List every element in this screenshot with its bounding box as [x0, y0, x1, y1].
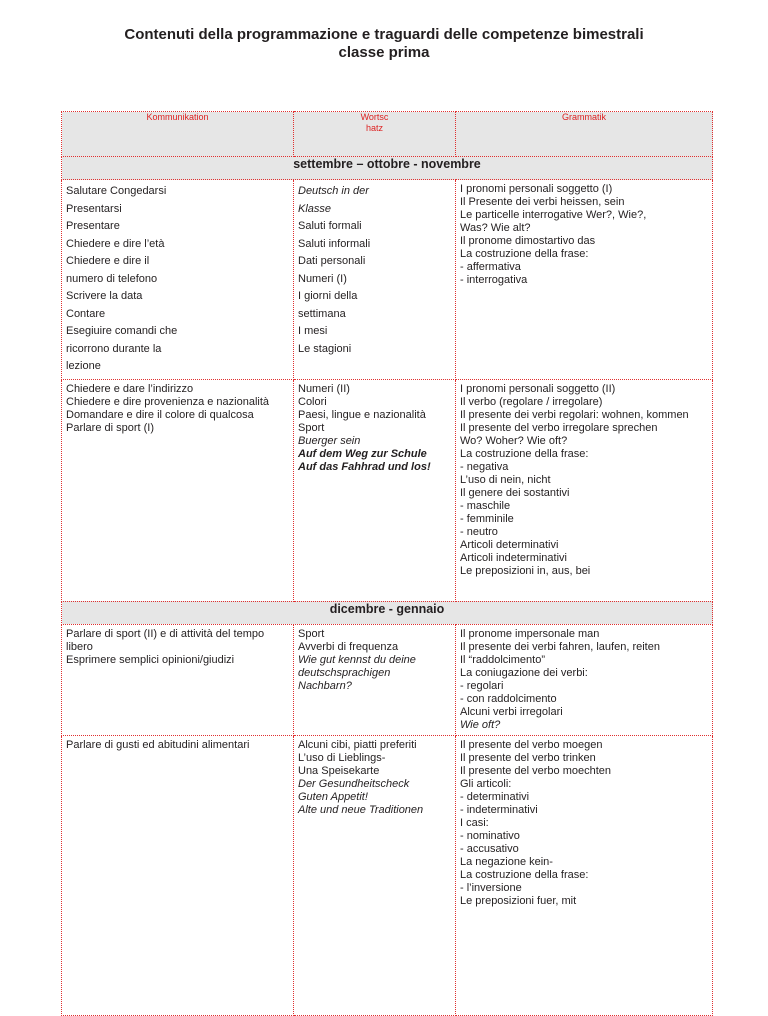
- cell-line: Gli articoli:: [460, 777, 512, 790]
- cell-line: Chiedere e dare l’indirizzo: [66, 382, 194, 395]
- cell-line: - indeterminativi: [460, 803, 538, 816]
- cell-line: Chiedere e dire il: [66, 255, 150, 267]
- cell-line: Colori: [298, 395, 327, 408]
- cell-line: I casi:: [460, 816, 489, 829]
- cell-line: Parlare di sport (II) e di attività del tempo: [66, 627, 265, 640]
- program-table: [61, 111, 713, 1016]
- cell-line: Una Speisekarte: [298, 764, 380, 777]
- grammatik-cell: [456, 736, 712, 911]
- wortschatz-cell: [294, 736, 455, 820]
- cell-line: Sport: [298, 421, 325, 434]
- cell-line: Numeri (II): [298, 382, 350, 395]
- cell-line: Contare: [66, 307, 106, 320]
- cell-line: Paesi, lingue e nazionalità: [298, 408, 426, 421]
- cell-line: Dati personali: [298, 255, 366, 267]
- cell-line: Articoli determinativi: [460, 538, 559, 551]
- cell-line: I mesi: [298, 325, 328, 337]
- cell-line: - nominativo: [460, 829, 520, 842]
- header-wortschatz: [294, 112, 456, 157]
- cell-line: I pronomi personali soggetto (II): [460, 382, 616, 395]
- cell-line: Il presente dei verbi regolari: wohnen, kommen: [460, 408, 689, 421]
- cell-line: - regolari: [460, 679, 504, 692]
- cell-line: Saluti informali: [298, 237, 371, 250]
- cell-line: Deutsch in der: [298, 185, 369, 197]
- cell-line: Nachbarn?: [298, 679, 352, 692]
- cell-line: I giorni della: [298, 290, 358, 302]
- section-row: [62, 601, 713, 624]
- cell-line: Esprimere semplici opinioni/giudizi: [66, 653, 235, 666]
- cell-line: lezione: [66, 360, 101, 372]
- grammatik-cell: [456, 380, 712, 581]
- cell-line: Le preposizioni in, aus, bei: [460, 564, 591, 577]
- cell-line: Presentare: [66, 220, 120, 232]
- cell-line: Auf dem Weg zur Schule: [298, 447, 427, 460]
- cell-line: Il presente del verbo moegen: [460, 738, 603, 751]
- content-row: [62, 379, 713, 601]
- wortschatz-cell: [294, 180, 455, 361]
- cell-line: Parlare di gusti ed abitudini alimentari: [66, 738, 250, 751]
- cell-line: Le stagioni: [298, 342, 352, 355]
- cell-line: Il “raddolcimento”: [460, 653, 545, 666]
- cell-line: Buerger sein: [298, 434, 361, 447]
- cell-line: Avverbi di frequenza: [298, 640, 399, 653]
- cell-line: - interrogativa: [460, 274, 528, 286]
- cell-line: - con raddolcimento: [460, 692, 557, 705]
- grammatik-cell: [456, 180, 712, 290]
- cell-line: numero di telefono: [66, 272, 158, 285]
- kommunikation-cell: [62, 180, 293, 379]
- cell-line: Parlare di sport (I): [66, 421, 155, 434]
- section-title: settembre – ottobre - novembre: [62, 157, 713, 180]
- header-wortschatz-line-2: hatz: [365, 123, 383, 133]
- cell-line: Le particelle interrogative Wer?, Wie?,: [460, 209, 647, 221]
- cell-line: Il presente del verbo irregolare sprechen: [460, 421, 658, 434]
- content-row: [62, 624, 713, 735]
- cell-line: Il genere dei sostantivi: [460, 486, 570, 499]
- cell-line: Alte und neue Traditionen: [298, 803, 424, 816]
- section-row: [62, 157, 713, 180]
- cell-line: I pronomi personali soggetto (I): [460, 183, 613, 195]
- content-row: [62, 735, 713, 1015]
- cell-line: - l’inversione: [460, 881, 522, 894]
- content-row: [62, 180, 713, 380]
- cell-line: - maschile: [460, 499, 511, 512]
- cell-line: Numeri (I): [298, 272, 347, 285]
- cell-line: La costruzione della frase:: [460, 248, 589, 260]
- cell-line: L’uso di Lieblings-: [298, 751, 386, 764]
- cell-line: Il presente del verbo moechten: [460, 764, 612, 777]
- kommunikation-cell: [62, 380, 293, 438]
- wortschatz-cell: [294, 380, 455, 477]
- cell-line: Il Presente dei verbi heissen, sein: [460, 196, 625, 208]
- cell-line: Chiedere e dire l’età: [66, 237, 165, 250]
- cell-line: Scrivere la data: [66, 290, 143, 302]
- cell-line: Der Gesundheitscheck: [298, 777, 410, 790]
- cell-line: Domandare e dire il colore di qualcosa: [66, 408, 254, 421]
- header-kommunikation: Kommunikation: [62, 112, 294, 157]
- cell-line: Wo? Woher? Wie oft?: [460, 434, 568, 447]
- cell-line: La costruzione della frase:: [460, 868, 589, 881]
- cell-line: Sport: [298, 627, 325, 640]
- cell-line: Auf das Fahhrad und los!: [298, 460, 431, 473]
- cell-line: - femminile: [460, 512, 514, 525]
- cell-line: La coniugazione dei verbi:: [460, 666, 588, 679]
- cell-line: L’uso di nein, nicht: [460, 473, 551, 486]
- kommunikation-cell: [62, 736, 293, 755]
- cell-line: Alcuni verbi irregolari: [460, 705, 563, 718]
- cell-line: settimana: [298, 307, 346, 320]
- header-grammatik: Grammatik: [456, 112, 713, 157]
- cell-line: libero: [66, 640, 93, 653]
- page-title: [0, 26, 768, 62]
- cell-line: La costruzione della frase:: [460, 447, 589, 460]
- kommunikation-cell: [62, 625, 293, 670]
- cell-line: Alcuni cibi, piatti preferiti: [298, 738, 417, 751]
- wortschatz-cell: [294, 625, 455, 696]
- section-title: dicembre - gennaio: [62, 601, 713, 624]
- grammatik-cell: [456, 625, 712, 735]
- header-wortschatz-line-1: Wortsc: [360, 112, 389, 122]
- cell-line: Articoli indeterminativi: [460, 551, 567, 564]
- title-line-2: classe prima: [338, 44, 430, 61]
- cell-line: Salutare Congedarsi: [66, 185, 167, 197]
- header-row: [62, 112, 713, 157]
- cell-line: Was? Wie alt?: [460, 222, 531, 234]
- cell-line: - accusativo: [460, 842, 519, 855]
- cell-line: Il verbo (regolare / irregolare): [460, 395, 603, 408]
- cell-line: Esegiuire comandi che: [66, 325, 178, 337]
- cell-line: Guten Appetit!: [298, 790, 368, 803]
- cell-line: - neutro: [460, 525, 498, 538]
- cell-line: - negativa: [460, 460, 509, 473]
- cell-line: Wie oft?: [460, 718, 501, 731]
- cell-line: Le preposizioni fuer, mit: [460, 894, 577, 907]
- cell-line: Il presente del verbo trinken: [460, 751, 596, 764]
- cell-line: La negazione kein-: [460, 855, 553, 868]
- cell-line: - determinativi: [460, 790, 530, 803]
- cell-line: Klasse: [298, 202, 332, 215]
- cell-line: Chiedere e dire provenienza e nazionalità: [66, 395, 270, 408]
- cell-line: Saluti formali: [298, 220, 362, 232]
- cell-line: Wie gut kennst du deine: [298, 653, 416, 666]
- cell-line: Il presente dei verbi fahren, laufen, reiten: [460, 640, 660, 653]
- cell-line: Il pronome impersonale man: [460, 627, 600, 640]
- cell-line: - affermativa: [460, 261, 521, 273]
- cell-line: Presentarsi: [66, 202, 122, 215]
- cell-line: Il pronome dimostartivo das: [460, 235, 596, 247]
- title-line-1: Contenuti della programmazione e traguardi delle competenze bimestrali: [124, 26, 644, 43]
- cell-line: ricorrono durante la: [66, 342, 162, 355]
- cell-line: deutschsprachigen: [298, 666, 391, 679]
